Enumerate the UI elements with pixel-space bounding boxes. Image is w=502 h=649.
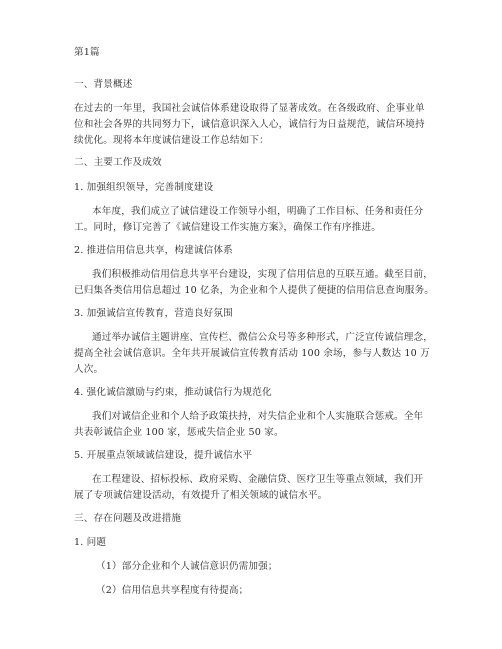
paragraph-line: 本年度，我们成立了诚信建设工作领导小组，明确了工作目标、任务和责任分 <box>92 206 424 217</box>
section-heading-main-work: 二、主要工作及成效 <box>74 157 162 168</box>
page-label: 第1篇 <box>74 47 100 58</box>
paragraph-line: 已归集各类信用信息超过 10 亿条，为企业和个人提供了便捷的信用信息查询服务。 <box>74 285 434 296</box>
paragraph-line: 通过举办诚信主题讲座、宣传栏、微信公众号等多种形式，广泛宣传诚信理念， <box>92 332 434 343</box>
paragraph-line: 人次。 <box>74 364 104 375</box>
item-title: 5. 开展重点领域诚信建设，提升诚信水平 <box>74 450 253 461</box>
sub-item: （2）信用信息共享程度有待提高； <box>96 585 249 596</box>
paragraph-line: 我们对诚信企业和个人给予政策扶持，对失信企业和个人实施联合惩戒。全年 <box>92 411 424 422</box>
paragraph-line: 共表彰诚信企业 100 家，惩戒失信企业 50 家。 <box>74 427 284 438</box>
item-title: 1. 问题 <box>74 537 107 548</box>
paragraph-line: 在过去的一年里，我国社会诚信体系建设取得了显著成效。在各级政府、企事业单 <box>74 103 425 114</box>
paragraph-line: 我们积极推动信用信息共享平台建设，实现了信用信息的互联互通。截至目前， <box>92 269 434 280</box>
item-title: 4. 强化诚信激励与约束，推动诚信行为规范化 <box>74 387 272 398</box>
paragraph-line: 在工程建设、招标投标、政府采购、金融信贷、医疗卫生等重点领域，我们开 <box>92 474 424 485</box>
paragraph-line: 续优化。现将本年度诚信建设工作总结如下： <box>74 135 269 146</box>
section-heading-background: 一、背景概述 <box>74 79 133 90</box>
item-title: 1. 加强组织领导，完善制度建设 <box>74 182 214 193</box>
paragraph-line: 提高全社会诚信意识。全年共开展诚信宣传教育活动 100 余场，参与人数达 10 万 <box>74 348 430 359</box>
paragraph-line: 位和社会各界的共同努力下，诚信意识深入人心，诚信行为日益规范，诚信环境持 <box>74 119 425 130</box>
paragraph-line: 工。同时，修订完善了《诚信建设工作实施方案》，确保工作有序推进。 <box>74 222 381 233</box>
paragraph-line: 展了专项诚信建设活动，有效提升了相关领域的诚信水平。 <box>74 490 328 501</box>
sub-item: （1）部分企业和个人诚信意识仍需加强； <box>96 561 278 572</box>
item-title: 3. 加强诚信宣传教育，营造良好氛围 <box>74 308 233 319</box>
section-heading-problems: 三、存在问题及改进措施 <box>74 513 182 524</box>
item-title: 2. 推进信用信息共享，构建诚信体系 <box>74 245 233 256</box>
